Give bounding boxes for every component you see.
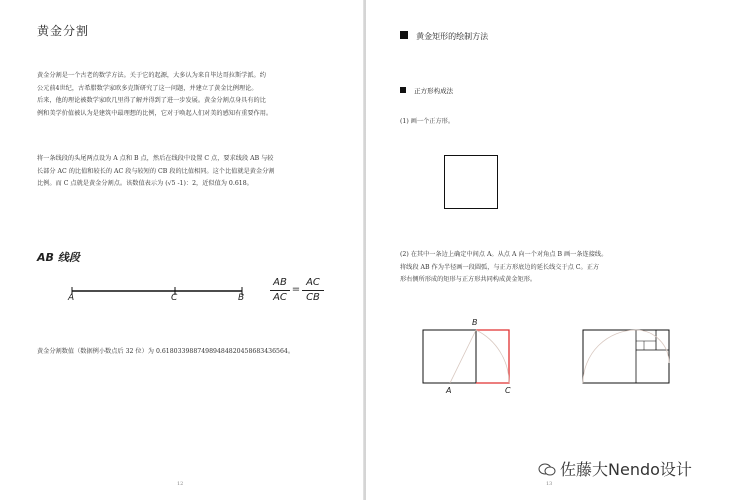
square-bullet-icon — [400, 31, 408, 39]
subsection-heading — [400, 78, 453, 97]
step-1-text: (1) 画一个正方形。 — [400, 118, 455, 125]
right-page — [366, 0, 730, 500]
ratio-formula — [270, 277, 330, 307]
page-number: 12 — [177, 481, 184, 487]
ab-segment-diagram — [60, 280, 260, 310]
ab-segment-heading: AB 线段 — [37, 251, 80, 264]
radius-line-ab — [450, 330, 476, 383]
page-title: 黄金分割 — [37, 24, 90, 38]
golden-rectangle — [423, 330, 509, 383]
text-line: 将线段 AB 作为半径画一段圆弧，与正方形底边的延长线交于点 C。正方 — [400, 263, 600, 271]
fraction-bar — [270, 290, 290, 291]
text-line: 黄金分割是一个古老的数学方法。关于它的起源，大多认为来自毕达哥拉斯学派。约 — [37, 72, 266, 79]
wechat-icon — [538, 462, 556, 476]
left-page — [0, 0, 364, 500]
point-b-label: B — [238, 293, 245, 303]
square-bullet-icon — [400, 87, 406, 93]
point-b-label: B — [472, 318, 478, 327]
added-rectangle-red — [476, 330, 509, 383]
point-a-label: A — [446, 386, 452, 395]
step-1-square — [444, 155, 498, 209]
fraction-bar — [302, 290, 324, 291]
fraction-denominator: AC — [273, 292, 287, 303]
construction-arc — [476, 330, 509, 383]
text-line: 公元前4世纪，古希腊数学家欧多克斯研究了这一问题，并建立了黄金比例理论。 — [37, 84, 258, 92]
text-line: 后来，他的理论被数学家欧几里得了解并得到了进一步发展。黄金分割点身具有的比 — [37, 97, 266, 104]
fraction-numerator: AC — [306, 277, 320, 288]
text-line: 将一条线段的头尾两点设为 A 点和 B 点，然后在线段中设置 C 点，要求线段 AB 与较 — [37, 155, 274, 162]
text-line: 长部分 AC 的比值和较长的 AC 段与较短的 CB 段的比值相同。这个比值就是黄金分割 — [37, 167, 275, 175]
text-line: (2) 在其中一条边上确定中间点 A。从点 A 向一个对角点 B 画一条连接线。 — [400, 251, 608, 258]
definition-paragraph — [37, 153, 337, 191]
text-line: 形右侧所形成的矩形与正方形共同构成黄金矩形。 — [400, 276, 537, 283]
text-line: 比例。而 C 点就是黄金分割点。该数值表示为 (√5 -1)：2，近似值为 0.618。 — [37, 180, 253, 187]
fraction-denominator: CB — [306, 292, 320, 303]
step-2-text — [400, 249, 705, 287]
fraction-numerator: AB — [273, 277, 287, 288]
subsection-heading-text: 正方形构成法 — [414, 87, 454, 95]
golden-ratio-value: 黄金分割数值（数据例小数点后 32 位）为 0.61803398874989484820458683436564。 — [37, 348, 295, 355]
point-c-label: C — [171, 293, 178, 303]
section-heading-text: 黄金矩形的绘制方法 — [416, 32, 489, 41]
point-a-label: A — [68, 293, 75, 303]
golden-rectangle-construction — [421, 325, 521, 385]
watermark-text: 佐藤大Nendo设计 — [560, 460, 692, 479]
watermark — [538, 457, 692, 480]
point-c-label: C — [505, 386, 511, 395]
text-line: 例和美学价值被认为是建筑中最理想的比例，它对于唤起人们对美的感知有重要作用。 — [37, 109, 273, 117]
intro-paragraph — [37, 70, 337, 120]
golden-spiral-subdivision — [581, 327, 691, 387]
page-number: 13 — [546, 481, 553, 487]
section-heading — [400, 24, 488, 43]
equals-sign: = — [291, 284, 301, 295]
